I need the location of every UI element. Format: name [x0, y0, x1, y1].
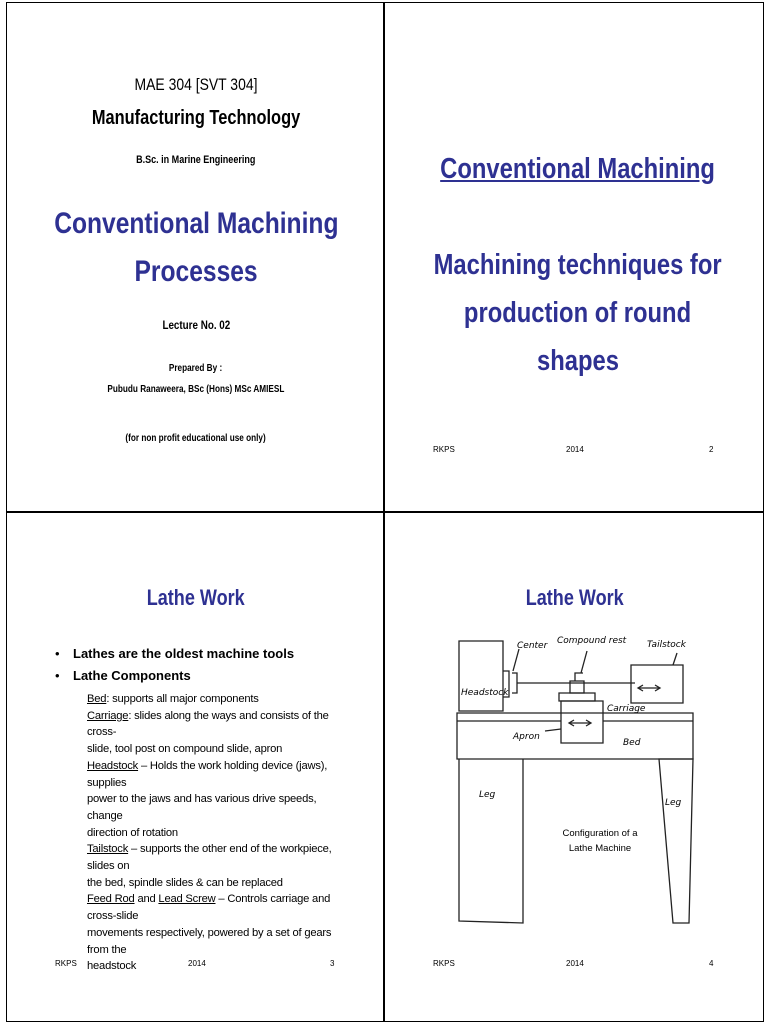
tool-handle — [575, 673, 583, 681]
usage-note: (for non profit educational use only) — [125, 433, 267, 444]
course-title-wrap — [7, 107, 385, 130]
term-headstock: Headstock — [87, 759, 139, 772]
desc-bed: : supports all major components — [106, 693, 259, 705]
label-tailstock: Tailstock — [647, 640, 686, 650]
bed-shape — [457, 713, 693, 759]
desc-carriage-2: slide, tool post on compound slide, apron — [87, 743, 283, 756]
tailstock-arrow — [638, 685, 660, 691]
footer-left: RKPS — [433, 445, 455, 454]
title-line2-wrap — [7, 255, 385, 289]
desc-feed-3: headstock — [87, 960, 137, 973]
slide-3 — [6, 512, 384, 1022]
subtitle-line2: production of round — [463, 297, 692, 329]
slide-4 — [384, 512, 764, 1022]
component-bed — [87, 691, 349, 708]
tailstock-shape — [631, 665, 683, 703]
desc-tailstock-1: – supports the other end of the workpiece, slides on — [87, 843, 332, 873]
desc-feed-1: – Controls carriage and cross-slide — [87, 893, 331, 923]
lecture-number: Lecture No. 02 — [162, 318, 230, 332]
prepared-by: Prepared By : — [169, 363, 223, 374]
subtitle-line2-wrap — [385, 297, 768, 330]
author-wrap — [7, 379, 385, 397]
term-feed-rod: Feed Rod — [87, 893, 135, 906]
desc-headstock-2: power to the jaws and has various drive speeds, change — [87, 793, 317, 822]
course-code: MAE 304 [SVT 304] — [134, 75, 258, 94]
caption-line1: Configuration of a — [562, 828, 638, 839]
footer-year: 2014 — [566, 445, 584, 454]
page-number: 2 — [709, 445, 714, 454]
center-shape — [512, 673, 517, 693]
label-center: Center — [517, 641, 548, 651]
desc-tailstock-2: the bed, spindle slides & can be replaced — [87, 876, 283, 889]
leg-right-shape — [659, 759, 693, 923]
term-carriage: Carriage — [87, 709, 129, 722]
headstock-shape — [459, 641, 503, 711]
label-leg-right: Leg — [665, 798, 682, 808]
page-number: 3 — [330, 959, 335, 968]
course-code-wrap — [7, 75, 385, 95]
bullet-text: Lathes are the oldest machine tools — [73, 646, 295, 661]
slide4-title-wrap — [385, 585, 765, 611]
bullet-item — [55, 643, 375, 665]
label-leg-left: Leg — [479, 790, 496, 800]
term-tailstock: Tailstock — [87, 843, 129, 856]
footer-left: RKPS — [55, 959, 77, 968]
bullet-list — [55, 643, 375, 687]
author: Pubudu Ranaweera, BSc (Hons) MSc AMIESL — [107, 384, 285, 395]
footer-year: 2014 — [566, 959, 584, 968]
bullet-text: Lathe Components — [73, 668, 191, 683]
carriage-shape — [561, 701, 603, 743]
slide2-title: Conventional Machining — [440, 153, 715, 185]
footer-year: 2014 — [188, 959, 206, 968]
slide4-title: Lathe Work — [526, 585, 624, 610]
tailstock-leader — [673, 653, 677, 665]
diagram-caption — [545, 826, 655, 856]
term-bed: Bed — [87, 693, 107, 705]
desc-feed-2: movements respectively, powered by a set of gears from the — [87, 926, 332, 956]
component-carriage — [87, 708, 349, 741]
desc-headstock-1: – Holds the work holding device (jaws), supplies — [87, 759, 328, 789]
bullets — [55, 643, 375, 687]
carriage-arrow — [569, 720, 591, 726]
desc-carriage-1: : slides along the ways and consists of the cross- — [87, 709, 329, 739]
component-feed — [87, 891, 349, 924]
slide3-title: Lathe Work — [147, 585, 245, 610]
program: B.Sc. in Marine Engineering — [136, 154, 256, 166]
title-line1: Conventional Machining — [53, 207, 339, 240]
label-compound-rest: Compound rest — [557, 636, 627, 646]
lathe-diagram — [455, 631, 700, 931]
and-word: and — [134, 893, 159, 906]
slide-2 — [384, 2, 764, 512]
page-number: 4 — [709, 959, 714, 968]
components-list — [87, 691, 349, 975]
slide2-title-wrap — [385, 153, 768, 186]
label-carriage: Carriage — [607, 704, 646, 714]
footer-left: RKPS — [433, 959, 455, 968]
component-tailstock — [87, 841, 349, 874]
component-headstock — [87, 758, 349, 791]
program-wrap — [7, 150, 385, 168]
subtitle-line1-wrap — [385, 249, 768, 282]
label-headstock: Headstock — [461, 688, 509, 698]
compound-leader — [581, 651, 587, 673]
desc-headstock-3: direction of rotation — [87, 826, 178, 839]
caption-line2: Lathe Machine — [568, 843, 632, 854]
prepared-by-wrap — [7, 358, 385, 376]
course-title: Manufacturing Technology — [91, 107, 301, 129]
slide-1 — [6, 2, 384, 512]
leg-left-shape — [459, 759, 523, 923]
lecture-wrap — [7, 316, 385, 334]
term-lead-screw: Lead Screw — [158, 893, 216, 906]
center-leader — [513, 649, 519, 671]
slide3-title-wrap — [7, 585, 385, 611]
note-wrap — [7, 428, 385, 446]
compound-rest-shape — [559, 693, 595, 701]
subtitle-line3-wrap — [385, 345, 768, 378]
subtitle-line3: shapes — [536, 345, 619, 377]
bullet-item — [55, 665, 375, 687]
title-line1-wrap — [7, 207, 385, 241]
title-line2: Processes — [134, 255, 258, 288]
label-bed: Bed — [623, 738, 641, 748]
label-apron: Apron — [513, 732, 540, 742]
subtitle-line1: Machining techniques for — [433, 249, 722, 281]
apron-leader — [545, 729, 561, 731]
